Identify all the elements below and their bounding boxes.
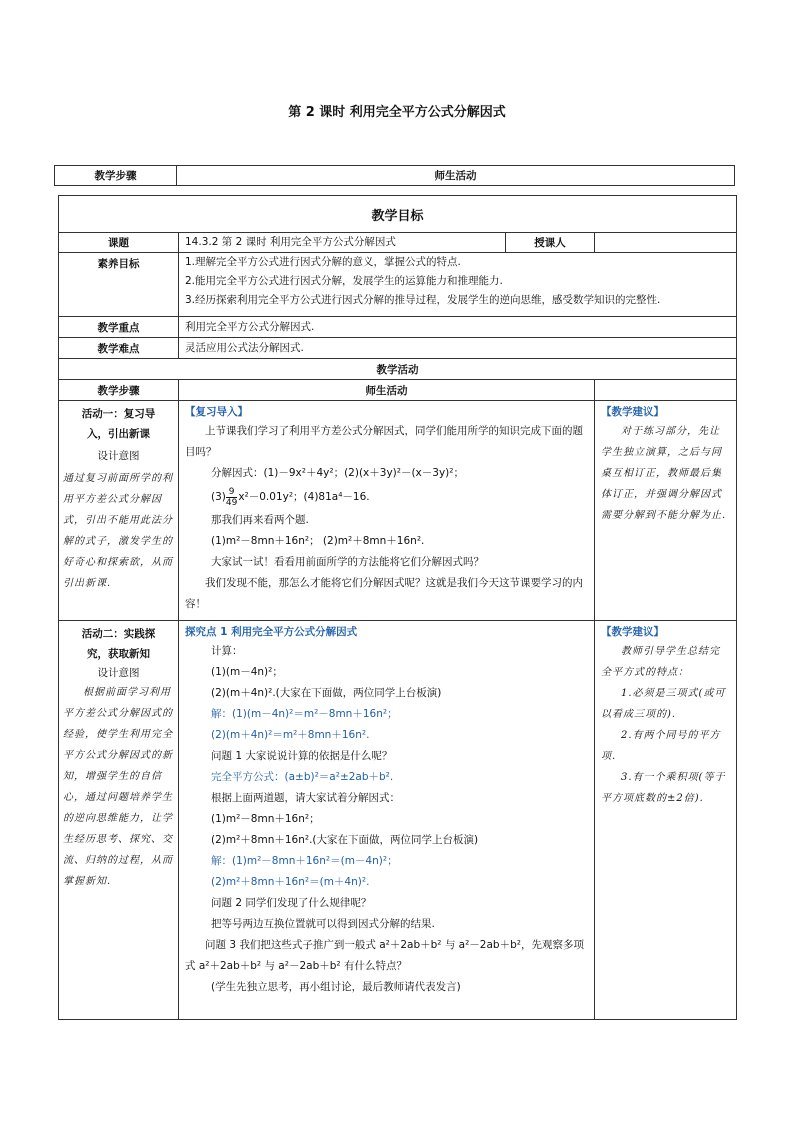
fraction bbox=[226, 487, 237, 508]
activity2-formula: 完全平方公式：(a±b)²＝a²±2ab＋b². bbox=[211, 771, 394, 783]
activity2-suggest bbox=[595, 621, 737, 1020]
activity1-p7: 我们发现不能，那怎么才能将它们分解因式呢？这就是我们今天这节课要学习的内容！ bbox=[185, 577, 583, 610]
activity2-suggest-tag: 【教学建议】 bbox=[601, 626, 664, 638]
course-label: 课题 bbox=[59, 233, 179, 253]
activity2-solution: 解：(1)(m－4n)²＝m²－8mn＋16n²； bbox=[211, 708, 398, 720]
teacher-label: 授课人 bbox=[506, 233, 595, 253]
activity2-step bbox=[59, 621, 179, 1020]
teacher-value bbox=[595, 233, 737, 253]
difficulty-value: 灵活应用公式法分解因式. bbox=[179, 338, 737, 359]
activity2-solution: (2)m²＋8mn＋16n²＝(m＋4n)². bbox=[211, 876, 370, 888]
activity1-p6: 大家试一试！看看用前面所学的方法能将它们分解因式吗？ bbox=[211, 556, 484, 568]
activity1-p3-pre: (3) bbox=[211, 491, 226, 503]
activities-heading: 教学活动 bbox=[59, 359, 737, 380]
activity2-tag: 探究点 1 利用完全平方公式分解因式 bbox=[185, 626, 358, 638]
activity2-line: 把等号两边互换位置就可以得到因式分解的结果. bbox=[211, 918, 435, 930]
literacy-item: 1.理解完全平方公式进行因式分解的意义，掌握公式的特点. bbox=[185, 256, 461, 268]
activity-label: 师生活动 bbox=[179, 380, 595, 401]
activity2-line: (2)m²＋8mn＋16n².(大家在下面做，两位同学上台板演) bbox=[211, 834, 479, 846]
activity1-suggest bbox=[595, 401, 737, 621]
activity1-p3 bbox=[185, 484, 588, 510]
activity2-design-text: 根据前面学习利用平方差公式分解因式的经验，使学生利用完全平方公式分解因式的新知，增强学生的自信心，通过问题培养学生的逆向思维能力，让学生经历思考、探究、交流、归纳的过程，从而掌握新知. bbox=[63, 687, 173, 887]
activity2-design-label: 设计意图 bbox=[97, 667, 140, 679]
activity2-question: 问题 3 我们把这些式子推广到一般式 a²＋2ab＋b² 与 a²－2ab＋b²，先观察多项式 a²＋2ab＋b² 与 a²－2ab＋b² 有什么特点？ bbox=[185, 939, 584, 972]
activity2-name-line2: 究，获取新知 bbox=[87, 648, 150, 660]
activity2-line: 根据上面两道题，请大家试着分解因式： bbox=[211, 792, 400, 804]
activity1-p5: (1)m²－8mn＋16n²； (2)m²＋8mn＋16n². bbox=[211, 535, 425, 547]
lesson-table bbox=[58, 195, 737, 1020]
activity2-suggest-text: 教师引导学生总结完全平方式的特点： bbox=[601, 646, 720, 678]
activity1-content bbox=[179, 401, 595, 621]
activity2-line: (学生先独立思考，再小组讨论，最后教师请代表发言) bbox=[211, 981, 461, 993]
activity1-p3-post: x²－0.01y²；(4)81a⁴－16. bbox=[238, 491, 370, 503]
activity2-question: 问题 1 大家说说计算的依据是什么呢？ bbox=[211, 750, 393, 762]
activity1-name-line2: 入，引出新课 bbox=[87, 428, 150, 440]
literacy-goals bbox=[179, 253, 737, 317]
step-label: 教学步骤 bbox=[59, 380, 179, 401]
activity1-design-text: 通过复习前面所学的利用平方差公式分解因式，引出不能用此法分解的式子，激发学生的好奇心和探索欲，从而引出新课. bbox=[63, 473, 173, 589]
key-label: 教学重点 bbox=[59, 317, 179, 338]
header-table bbox=[54, 165, 735, 186]
fraction-num: 9 bbox=[226, 487, 237, 498]
activity2-solution: 解：(1)m²－8mn＋16n²＝(m－4n)²； bbox=[211, 855, 398, 867]
activity1-p1: 上节课我们学习了利用平方差公式分解因式，同学们能用所学的知识完成下面的题目吗？ bbox=[185, 425, 583, 458]
goals-heading: 教学目标 bbox=[59, 196, 737, 233]
activity2-name-line1: 活动二：实践探 bbox=[81, 628, 156, 640]
page-title: 第 2 课时 利用完全平方公式分解因式 bbox=[288, 105, 506, 120]
activity1-design-label: 设计意图 bbox=[97, 450, 140, 462]
activity1-step bbox=[59, 401, 179, 621]
activity2-line: (1)(m－4n)²； bbox=[211, 666, 283, 678]
literacy-item: 2.能用完全平方公式进行因式分解，发展学生的运算能力和推理能力. bbox=[185, 275, 503, 287]
activity1-p4: 那我们再来看两个题. bbox=[211, 514, 309, 526]
header-step: 教学步骤 bbox=[55, 166, 177, 186]
activity1-suggest-text: 对于练习部分，先让学生独立演算，之后与同桌互相订正，教师最后集体订正，并强调分解因式需要分解到不能分解为止. bbox=[601, 426, 727, 521]
activity2-line: 计算： bbox=[211, 645, 243, 657]
literacy-label: 素养目标 bbox=[59, 253, 179, 317]
activity2-content bbox=[179, 621, 595, 1020]
activity2-solution: (2)(m＋4n)²＝m²＋8mn＋16n². bbox=[211, 729, 370, 741]
activity2-suggest-item: 2.有两个同号的平方项. bbox=[601, 730, 721, 762]
literacy-item: 3.经历探索利用完全平方公式进行因式分解的推导过程，发展学生的逆向思维，感受数学知识的完整性. bbox=[185, 294, 661, 306]
step-extra bbox=[595, 380, 737, 401]
key-value: 利用完全平方公式分解因式. bbox=[179, 317, 737, 338]
difficulty-label: 教学难点 bbox=[59, 338, 179, 359]
activity2-suggest-item: 1.必须是三项式(或可以看成三项的). bbox=[601, 688, 726, 720]
activity1-name-line1: 活动一：复习导 bbox=[81, 408, 156, 420]
activity1-tag: 【复习导入】 bbox=[185, 406, 248, 418]
course-value: 14.3.2 第 2 课时 利用完全平方公式分解因式 bbox=[179, 233, 506, 253]
activity2-line: (1)m²－8mn＋16n²； bbox=[211, 813, 320, 825]
activity1-p2: 分解因式：(1)－9x²＋4y²；(2)(x＋3y)²－(x－3y)²； bbox=[211, 467, 464, 479]
activity1-suggest-tag: 【教学建议】 bbox=[601, 406, 664, 418]
activity2-suggest-item: 3.有一个乘积项(等于平方项底数的±2倍). bbox=[601, 772, 726, 804]
activity2-question: 问题 2 同学们发现了什么规律呢？ bbox=[211, 897, 372, 909]
header-activity: 师生活动 bbox=[177, 166, 735, 186]
fraction-den: 49 bbox=[225, 497, 238, 508]
activity2-line: (2)(m＋4n)².(大家在下面做，两位同学上台板演) bbox=[211, 687, 442, 699]
